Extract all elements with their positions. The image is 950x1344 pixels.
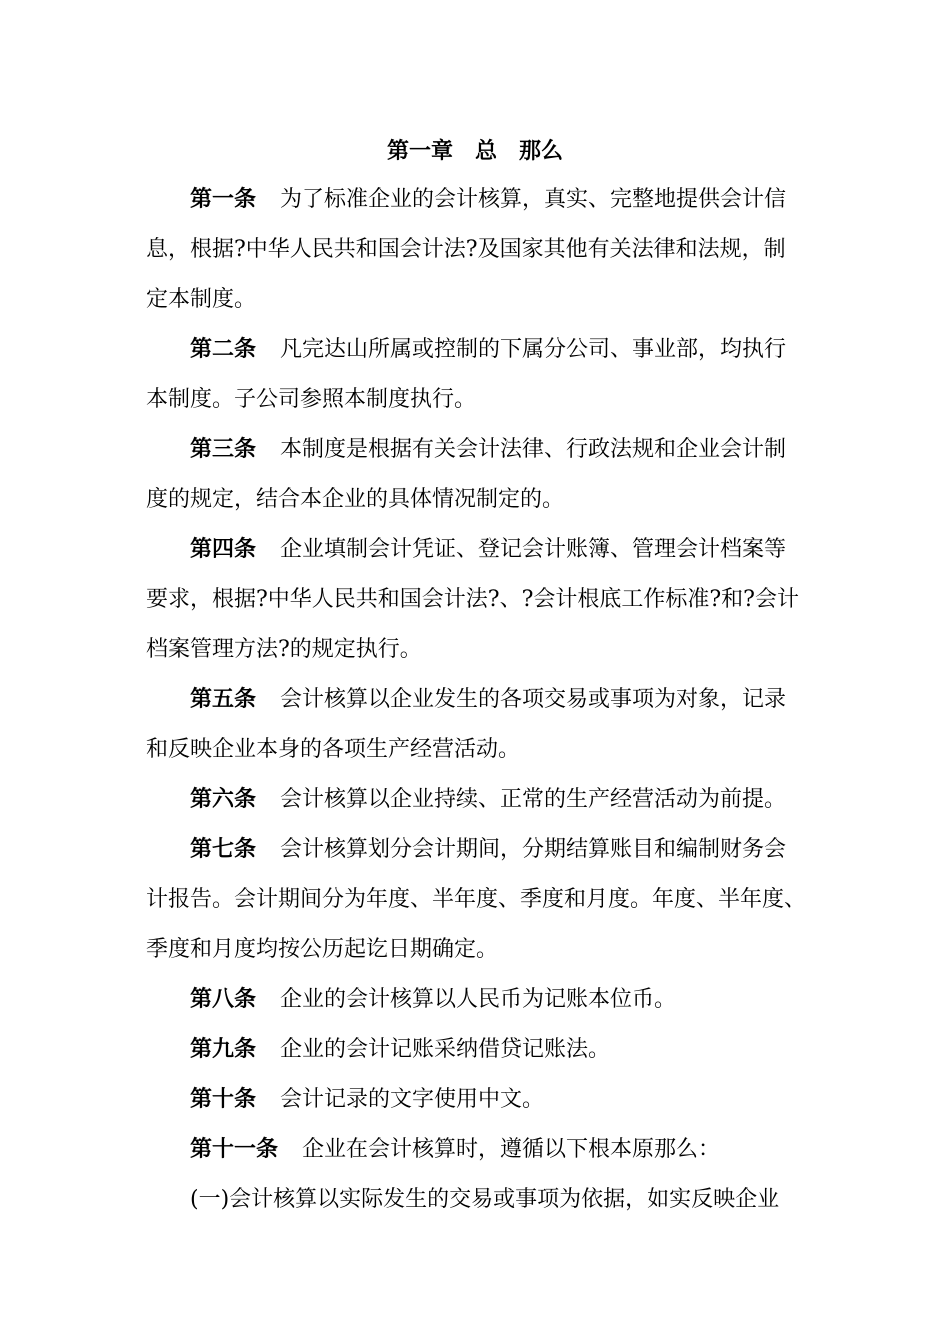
article-6 xyxy=(190,784,786,816)
article-label: 第九条 xyxy=(190,1037,257,1062)
article-label: 第二条 xyxy=(190,337,257,362)
article-text: 企业的会计核算以人民币为记账本位币。 xyxy=(280,987,677,1012)
article-text: 度的规定，结合本企业的具体情况制定的。 xyxy=(146,487,565,512)
article-label: 第五条 xyxy=(190,687,257,712)
article-label: 第一条 xyxy=(190,187,257,212)
principle-item-1: (一)会计核算以实际发生的交易或事项为依据，如实反映企业 xyxy=(190,1187,780,1212)
article-text: 企业在会计核算时，遵循以下根本原那么： xyxy=(302,1137,721,1162)
article-text: 季度和月度均按公历起讫日期确定。 xyxy=(146,937,499,962)
article-text: 为了标准企业的会计核算，真实、完整地提供会计信 xyxy=(280,187,787,212)
article-text: 本制度。子公司参照本制度执行。 xyxy=(146,387,477,412)
article-5 xyxy=(190,684,786,716)
article-1 xyxy=(190,184,786,216)
article-text: 计报告。会计期间分为年度、半年度、季度和月度。年度、半年度、 xyxy=(146,887,807,912)
article-10 xyxy=(190,1084,544,1116)
article-text: 会计核算以企业持续、正常的生产经营活动为前提。 xyxy=(280,787,787,812)
article-text: 会计核算以企业发生的各项交易或事项为对象，记录 xyxy=(280,687,787,712)
article-label: 第十条 xyxy=(190,1087,257,1112)
article-label: 第十一条 xyxy=(190,1137,279,1162)
article-text: 和反映企业本身的各项生产经营活动。 xyxy=(146,737,521,762)
article-8 xyxy=(190,984,676,1016)
article-2 xyxy=(190,334,786,366)
article-text: 企业的会计记账采纳借贷记账法。 xyxy=(280,1037,611,1062)
article-label: 第四条 xyxy=(190,537,257,562)
article-text: 会计记录的文字使用中文。 xyxy=(280,1087,545,1112)
article-text: 企业填制会计凭证、登记会计账簿、管理会计档案等 xyxy=(280,537,787,562)
article-text: 凡完达山所属或控制的下属分公司、事业部，均执行 xyxy=(280,337,787,362)
article-label: 第八条 xyxy=(190,987,257,1012)
chapter-title: 第一章 总 那么 xyxy=(386,139,563,164)
article-label: 第六条 xyxy=(190,787,257,812)
article-3 xyxy=(190,434,786,466)
article-text: 定本制度。 xyxy=(146,287,257,312)
article-9 xyxy=(190,1034,610,1066)
article-text: 本制度是根据有关会计法律、行政法规和企业会计制 xyxy=(280,437,787,462)
article-label: 第七条 xyxy=(190,837,257,862)
article-text: 会计核算划分会计期间，分期结算账目和编制财务会 xyxy=(280,837,787,862)
article-7 xyxy=(190,834,786,866)
article-text: 息，根据?中华人民共和国会计法?及国家其他有关法律和法规，制 xyxy=(146,237,786,262)
article-11 xyxy=(190,1134,720,1166)
article-4 xyxy=(190,534,786,566)
article-text: 档案管理方法?的规定执行。 xyxy=(146,637,422,662)
article-text: 要求，根据?中华人民共和国会计法?、?会计根底工作标准?和?会计 xyxy=(146,587,799,612)
article-label: 第三条 xyxy=(190,437,257,462)
